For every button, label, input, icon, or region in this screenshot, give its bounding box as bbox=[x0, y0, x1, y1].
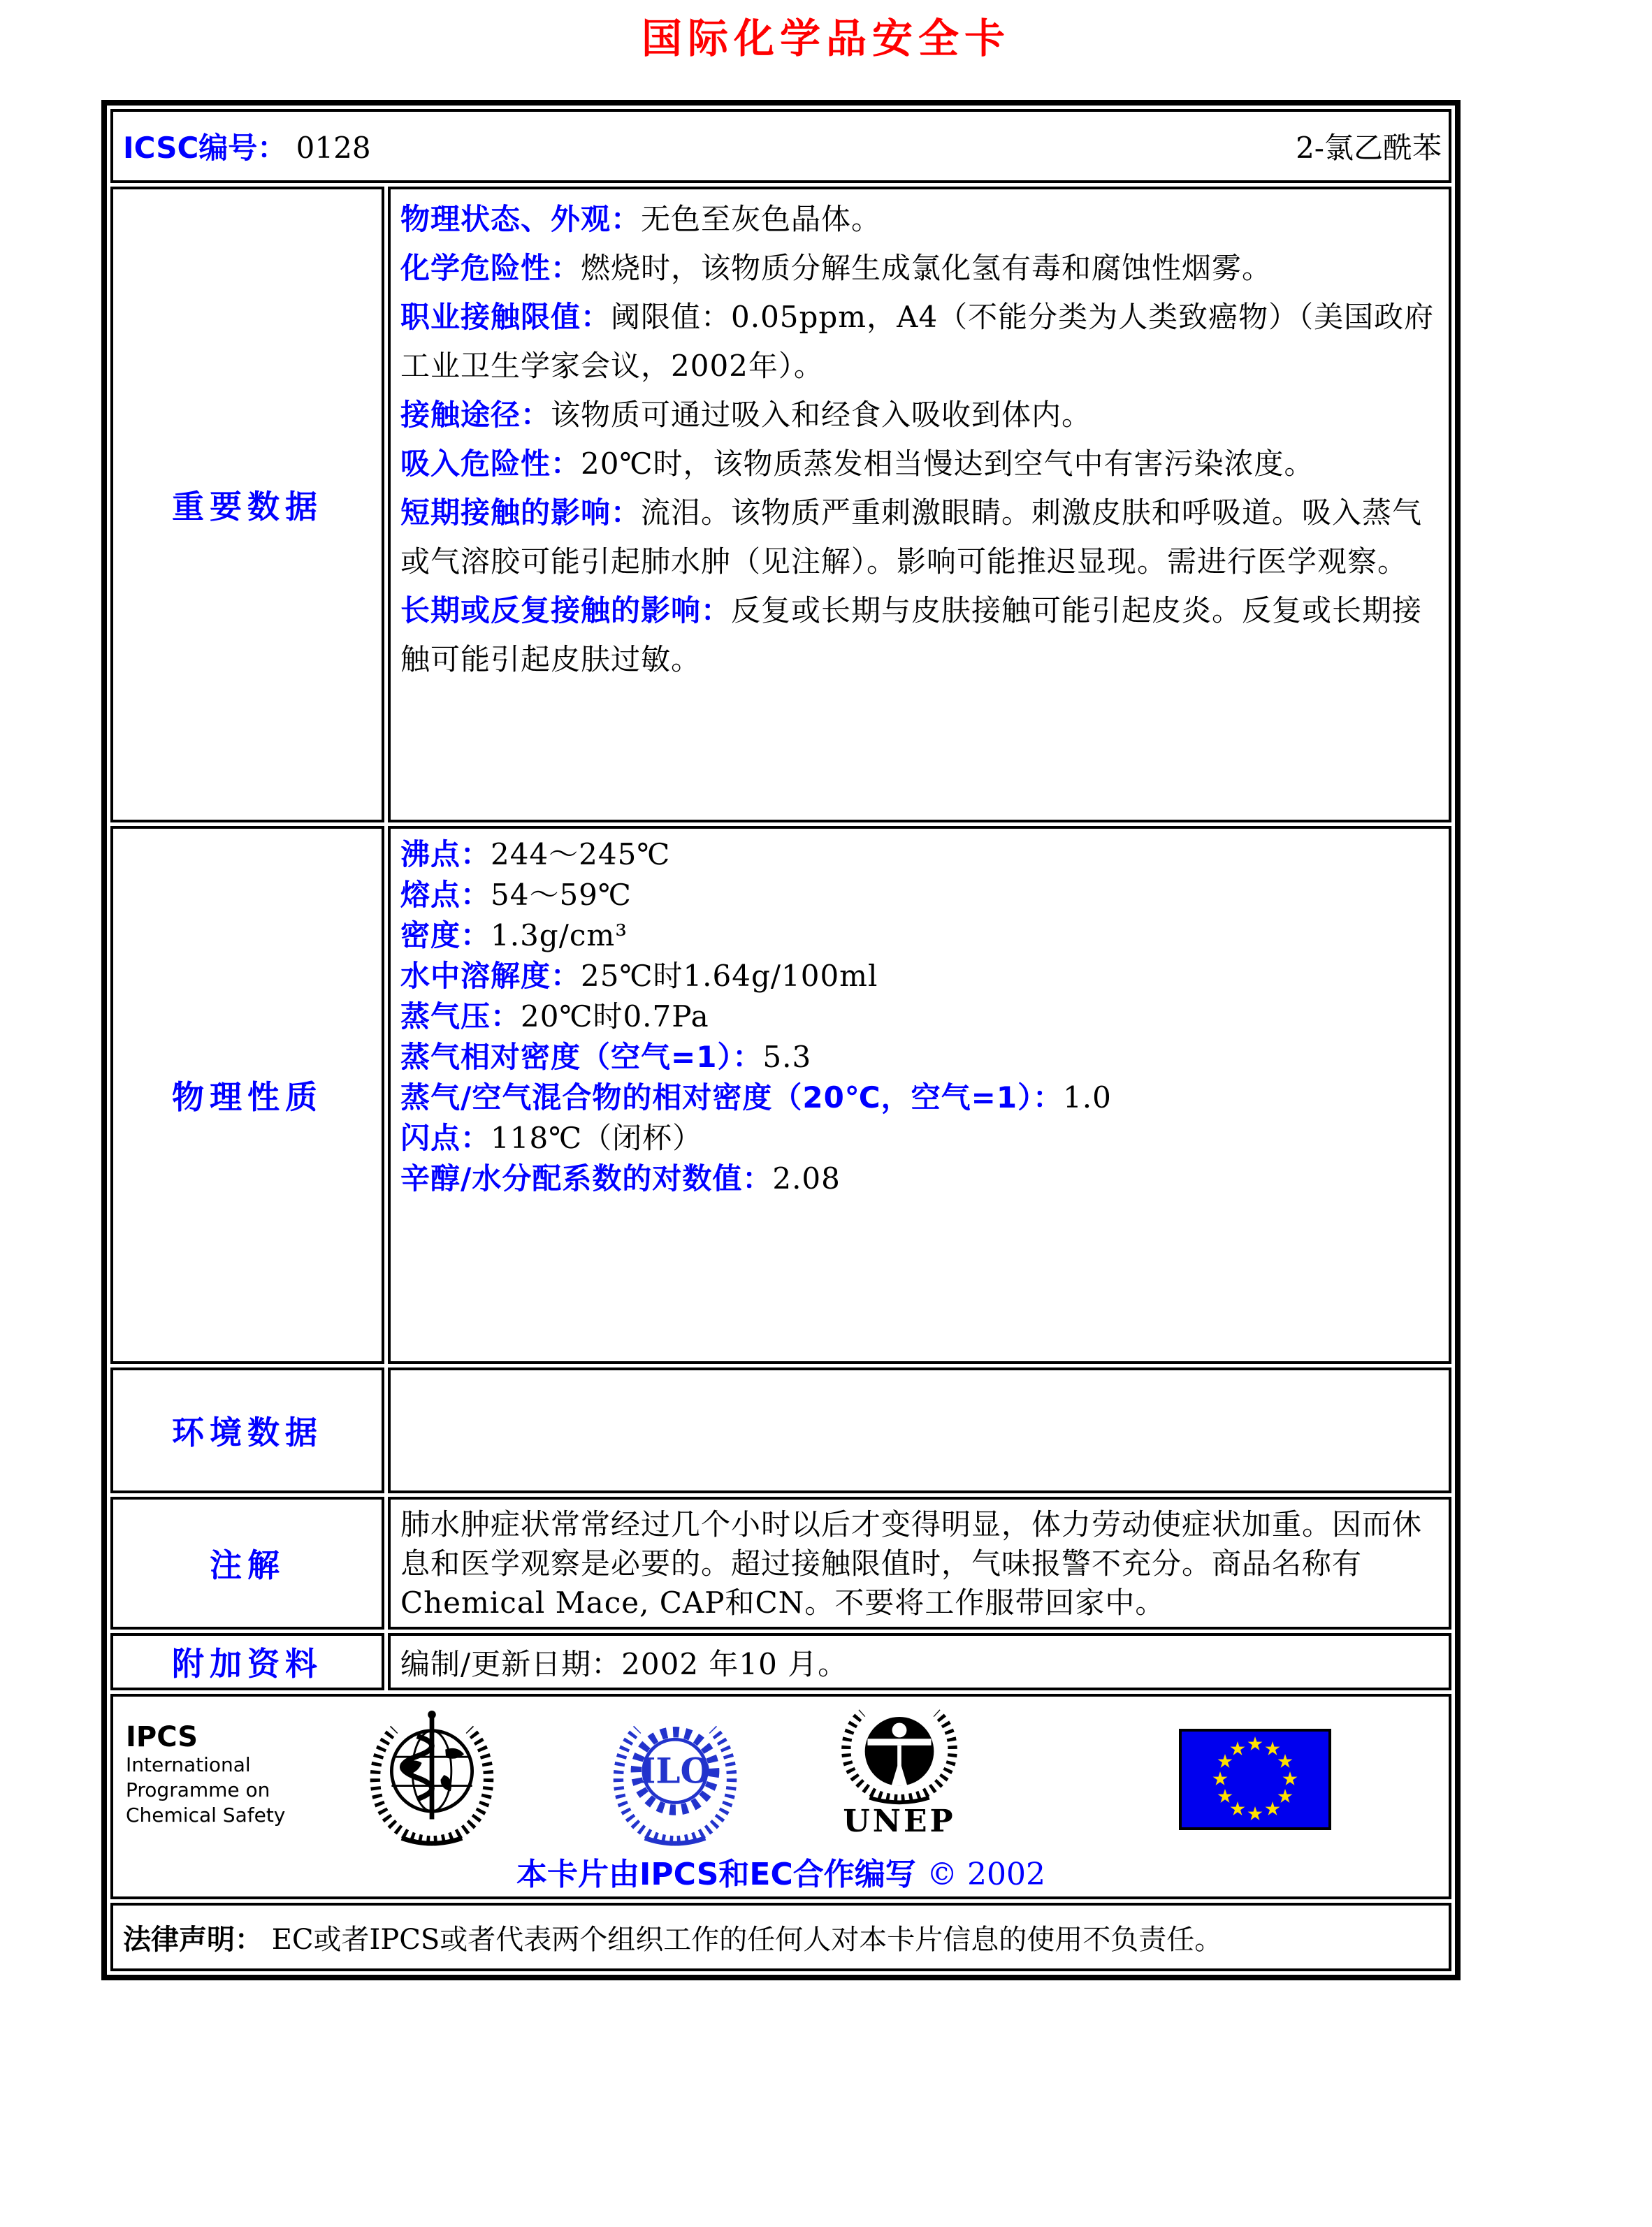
section-label-physical-properties: 物理性质 bbox=[110, 826, 384, 1364]
property-line bbox=[400, 915, 1440, 956]
property-value: 244～245℃ bbox=[491, 837, 671, 871]
property-line bbox=[400, 1037, 1440, 1078]
property-label: 长期或反复接触的影响： bbox=[400, 593, 732, 628]
property-value: 流泪。该物质严重刺激眼睛。刺激皮肤和呼吸道。吸入蒸气或气溶胶可能引起肺水肿（见注解）。影响可能推迟显现。需进行医学观察。 bbox=[400, 495, 1423, 579]
property-line bbox=[400, 391, 1440, 440]
who-logo bbox=[365, 1706, 499, 1849]
property-value: 该物质可通过吸入和经食入吸收到体内。 bbox=[551, 398, 1092, 432]
icsc-number-value: 0128 bbox=[296, 131, 371, 165]
property-label: 蒸气相对密度（空气=1）： bbox=[400, 1040, 763, 1074]
section-label-notes: 注解 bbox=[110, 1497, 384, 1630]
environmental-data-content bbox=[388, 1368, 1451, 1493]
property-label: 沸点： bbox=[400, 837, 491, 871]
property-label: 物理状态、外观： bbox=[400, 202, 642, 236]
page-title: 国际化学品安全卡 bbox=[641, 15, 1010, 62]
property-label: 接触途径： bbox=[400, 398, 551, 432]
ilo-letters: ILO bbox=[639, 1750, 711, 1792]
property-line bbox=[400, 1159, 1440, 1199]
property-value: 阈限值：0.05ppm，A4（不能分类为人类致癌物）（美国政府工业卫生学家会议，2002年）。 bbox=[400, 300, 1435, 383]
credit-text: 本卡片由IPCS和EC合作编写 bbox=[516, 1857, 916, 1892]
ipcs-line-2: Programme on bbox=[126, 1778, 270, 1801]
property-value: 1.0 bbox=[1063, 1080, 1112, 1115]
property-value: 5.3 bbox=[762, 1040, 812, 1074]
unep-wordmark: UNEP bbox=[843, 1804, 956, 1839]
ilo-logo bbox=[608, 1706, 742, 1849]
property-line bbox=[400, 956, 1440, 996]
property-value: 燃烧时，该物质分解生成氯化氢有毒和腐蚀性烟雾。 bbox=[581, 251, 1273, 285]
property-value: 25℃时1.64g/100ml bbox=[581, 959, 878, 993]
section-label-important-data: 重要数据 bbox=[110, 187, 384, 822]
property-line bbox=[400, 586, 1440, 684]
property-label: 辛醇/水分配系数的对数值： bbox=[400, 1161, 773, 1196]
icsc-number-group bbox=[123, 125, 371, 167]
property-label: 熔点： bbox=[400, 878, 491, 912]
logos-row bbox=[110, 1694, 1451, 1899]
additional-info-content: 编制/更新日期：2002 年10 月。 bbox=[388, 1633, 1451, 1690]
physical-properties-content bbox=[388, 826, 1451, 1364]
notes-row bbox=[110, 1497, 1451, 1630]
property-label: 短期接触的影响： bbox=[400, 495, 642, 530]
icsc-number-label: ICSC编号： bbox=[123, 131, 287, 165]
property-label: 吸入危险性： bbox=[400, 447, 581, 481]
important-data-row bbox=[110, 187, 1451, 822]
property-value: 反复或长期与皮肤接触可能引起皮炎。反复或长期接触可能引起皮肤过敏。 bbox=[400, 593, 1423, 676]
property-value: 20℃时0.7Pa bbox=[521, 999, 709, 1033]
unep-logo-block bbox=[833, 1704, 966, 1838]
property-line bbox=[400, 875, 1440, 915]
logos-strip bbox=[126, 1704, 1436, 1849]
card-header-content bbox=[123, 125, 1442, 167]
property-value: 2.08 bbox=[772, 1161, 841, 1196]
property-line bbox=[400, 834, 1440, 875]
section-label-additional-info: 附加资料 bbox=[110, 1633, 384, 1690]
property-value: 20℃时，该物质蒸发相当慢达到空气中有害污染浓度。 bbox=[581, 447, 1314, 481]
additional-info-row bbox=[110, 1633, 1451, 1690]
notes-content: 肺水肿症状常常经过几个小时以后才变得明显，体力劳动使症状加重。因而休息和医学观察是必要的。超过接触限值时，气味报警不充分。商品名称有Chemical Mace, CAP和CN。不要将工作服带回家中。 bbox=[388, 1497, 1451, 1630]
card-header-row bbox=[110, 109, 1451, 183]
property-label: 化学危险性： bbox=[400, 251, 581, 285]
property-line bbox=[400, 195, 1440, 244]
property-value: 无色至灰色晶体。 bbox=[641, 202, 882, 236]
credit-line bbox=[126, 1849, 1436, 1894]
property-line bbox=[400, 488, 1440, 586]
ipcs-acronym: IPCS bbox=[126, 1721, 198, 1753]
property-value: 118℃（闭杯） bbox=[491, 1121, 703, 1155]
copyright-text: © 2002 bbox=[927, 1857, 1046, 1892]
property-label: 蒸气/空气混合物的相对密度（20℃，空气=1）： bbox=[400, 1080, 1064, 1115]
physical-properties-row bbox=[110, 826, 1451, 1364]
property-line bbox=[400, 1078, 1440, 1118]
environmental-data-row bbox=[110, 1368, 1451, 1493]
important-data-content bbox=[388, 187, 1451, 822]
property-line bbox=[400, 244, 1440, 293]
property-label: 密度： bbox=[400, 918, 491, 952]
legal-label: 法律声明： bbox=[123, 1923, 263, 1956]
eu-flag-icon bbox=[1179, 1729, 1331, 1830]
property-value: 54～59℃ bbox=[491, 878, 632, 912]
property-label: 水中溶解度： bbox=[400, 959, 581, 993]
ipcs-line-3: Chemical Safety bbox=[126, 1804, 286, 1827]
property-label: 闪点： bbox=[400, 1121, 491, 1155]
property-label: 蒸气压： bbox=[400, 999, 521, 1033]
section-label-environmental-data: 环境数据 bbox=[110, 1368, 384, 1493]
legal-row bbox=[110, 1903, 1451, 1971]
property-line bbox=[400, 1118, 1440, 1159]
ipcs-line-1: International bbox=[126, 1753, 251, 1776]
card-header-cell bbox=[110, 109, 1451, 183]
property-line bbox=[400, 440, 1440, 488]
property-label: 职业接触限值： bbox=[400, 300, 611, 334]
logos-cell bbox=[110, 1694, 1451, 1899]
property-line bbox=[400, 996, 1440, 1037]
ipcs-text-block bbox=[126, 1722, 321, 1828]
unep-logo bbox=[833, 1704, 966, 1807]
icsc-table bbox=[101, 100, 1461, 1980]
property-value: 1.3g/cm³ bbox=[491, 918, 628, 952]
legal-text: EC或者IPCS或者代表两个组织工作的任何人对本卡片信息的使用不负责任。 bbox=[271, 1923, 1223, 1956]
property-line bbox=[400, 293, 1440, 391]
chemical-name: 2-氯乙酰苯 bbox=[1296, 131, 1442, 165]
legal-cell bbox=[110, 1903, 1451, 1971]
